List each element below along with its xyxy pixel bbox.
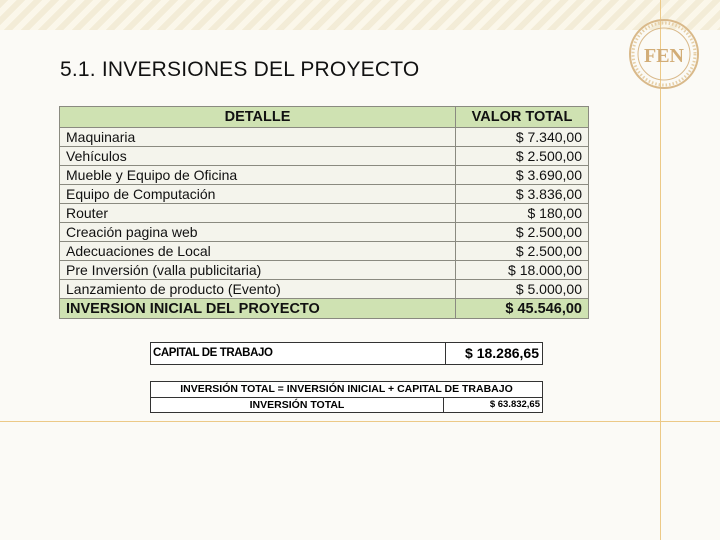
table-row <box>60 204 589 223</box>
detalle-cell: Router <box>60 204 456 223</box>
table-header-row <box>60 107 589 128</box>
page-title: 5.1. INVERSIONES DEL PROYECTO <box>60 58 420 81</box>
valor-cell: $ 5.000,00 <box>456 280 589 299</box>
accent-horizontal-line <box>0 421 720 422</box>
valor-cell: $ 18.000,00 <box>456 261 589 280</box>
total-investment-box <box>150 381 543 413</box>
total-investment-formula: INVERSIÓN TOTAL = INVERSIÓN INICIAL + CAPITAL DE TRABAJO <box>151 382 542 398</box>
detalle-cell: Vehículos <box>60 147 456 166</box>
column-header-valor-total: VALOR TOTAL <box>456 107 589 128</box>
detalle-cell: Lanzamiento de producto (Evento) <box>60 280 456 299</box>
working-capital-value: $ 18.286,65 <box>465 345 539 361</box>
table-row <box>60 242 589 261</box>
total-investment-row <box>151 398 542 412</box>
decorative-stripes <box>0 0 720 30</box>
working-capital-label: CAPITAL DE TRABAJO <box>151 343 446 364</box>
total-investment-value: $ 63.832,65 <box>489 399 540 410</box>
working-capital-box <box>150 342 543 365</box>
investment-table <box>59 106 589 319</box>
valor-cell: $ 3.690,00 <box>456 166 589 185</box>
seal-letters: FEN <box>644 45 684 67</box>
table-row <box>60 223 589 242</box>
valor-cell: $ 3.836,00 <box>456 185 589 204</box>
detalle-cell: Mueble y Equipo de Oficina <box>60 166 456 185</box>
detalle-cell: Maquinaria <box>60 128 456 147</box>
table-row <box>60 261 589 280</box>
total-row <box>60 299 589 319</box>
total-label: INVERSION INICIAL DEL PROYECTO <box>60 299 456 319</box>
fen-seal-logo <box>624 16 704 92</box>
detalle-cell: Creación pagina web <box>60 223 456 242</box>
valor-cell: $ 180,00 <box>456 204 589 223</box>
table-row <box>60 185 589 204</box>
table-row <box>60 147 589 166</box>
detalle-cell: Adecuaciones de Local <box>60 242 456 261</box>
total-investment-label: INVERSIÓN TOTAL <box>151 398 444 412</box>
table-row <box>60 166 589 185</box>
table-row <box>60 280 589 299</box>
valor-cell: $ 7.340,00 <box>456 128 589 147</box>
column-header-detalle: DETALLE <box>60 107 456 128</box>
table-row <box>60 128 589 147</box>
valor-cell: $ 2.500,00 <box>456 223 589 242</box>
valor-cell: $ 2.500,00 <box>456 147 589 166</box>
detalle-cell: Pre Inversión (valla publicitaria) <box>60 261 456 280</box>
total-value: $ 45.546,00 <box>456 299 589 319</box>
valor-cell: $ 2.500,00 <box>456 242 589 261</box>
detalle-cell: Equipo de Computación <box>60 185 456 204</box>
